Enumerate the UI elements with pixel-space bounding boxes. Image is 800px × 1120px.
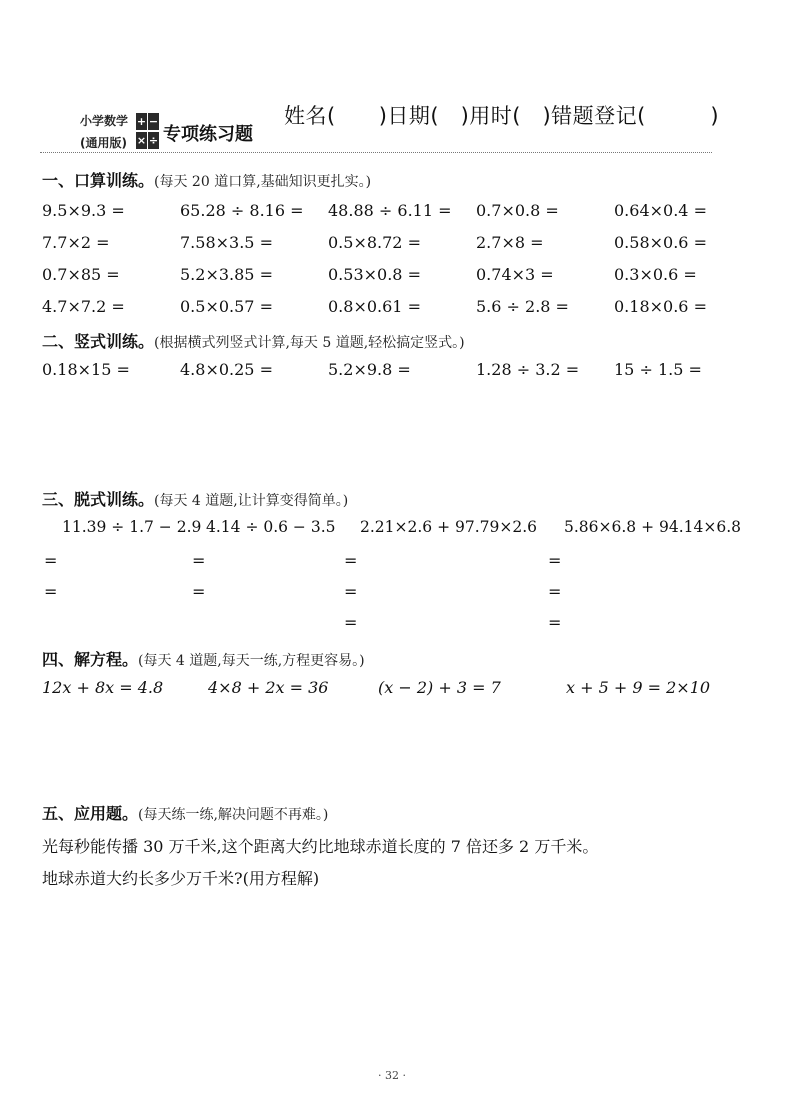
equals-sign: =	[344, 613, 358, 632]
plus-icon: +	[136, 115, 147, 128]
oral-item: 5.6 ÷ 2.8 =	[476, 297, 569, 316]
brand-line-2: (通用版)	[80, 136, 127, 150]
page-number: · 32 ·	[378, 1069, 406, 1082]
minus-icon: −	[148, 115, 159, 128]
equals-sign: =	[44, 551, 58, 570]
times-icon: ×	[136, 134, 147, 147]
header-divider	[40, 152, 712, 153]
oral-item: 48.88 ÷ 6.11 =	[328, 201, 452, 220]
equals-sign: =	[192, 582, 206, 601]
section-equation-heading	[42, 647, 365, 670]
oral-item: 0.5×8.72 =	[328, 233, 421, 252]
oral-item: 0.58×0.6 =	[614, 233, 707, 252]
student-info-line: 姓名( )日期( )用时( )错题登记( )	[284, 104, 720, 128]
vertical-item: 0.18×15 =	[42, 360, 130, 379]
word-problem-line-2: 地球赤道大约长多少万千米?(用方程解)	[42, 869, 320, 888]
equals-sign: =	[192, 551, 206, 570]
oral-item: 0.64×0.4 =	[614, 201, 707, 220]
oral-item: 65.28 ÷ 8.16 =	[180, 201, 304, 220]
vertical-item: 15 ÷ 1.5 =	[614, 360, 702, 379]
section-vertical-note: (根据横式列竖式计算,每天 5 道题,轻松搞定竖式。)	[154, 335, 465, 351]
section-equation-title: 四、解方程。	[42, 650, 139, 669]
section-oral-note: (每天 20 道口算,基础知识更扎实。)	[154, 174, 372, 190]
oral-item: 0.18×0.6 =	[614, 297, 707, 316]
oral-item: 9.5×9.3 =	[42, 201, 125, 220]
equation-item: (x − 2) + 3 = 7	[378, 678, 501, 697]
brand-line-1: 小学数学	[80, 114, 129, 128]
vertical-item: 1.28 ÷ 3.2 =	[476, 360, 580, 379]
equals-sign: =	[548, 613, 562, 632]
oral-item: 2.7×8 =	[476, 233, 544, 252]
step-item: 5.86×6.8 + 94.14×6.8	[564, 518, 742, 536]
equation-item: 4×8 + 2x = 36	[208, 678, 329, 697]
arithmetic-ops-icon	[136, 113, 160, 151]
section-vertical-title: 二、竖式训练。	[42, 332, 155, 351]
section-vertical-heading	[42, 329, 465, 352]
oral-item: 0.7×85 =	[42, 265, 120, 284]
brand-title: 专项练习题	[163, 124, 253, 145]
section-step-title: 三、脱式训练。	[42, 490, 155, 509]
word-problem-line-1: 光每秒能传播 30 万千米,这个距离大约比地球赤道长度的 7 倍还多 2 万千米。	[42, 837, 599, 856]
oral-item: 0.3×0.6 =	[614, 265, 697, 284]
equation-item: 12x + 8x = 4.8	[42, 678, 164, 697]
oral-item: 0.8×0.61 =	[328, 297, 421, 316]
equals-sign: =	[548, 551, 562, 570]
step-item: 4.14 ÷ 0.6 − 3.5	[206, 518, 336, 536]
section-word-note: (每天练一练,解决问题不再难。)	[138, 807, 329, 823]
oral-item: 0.5×0.57 =	[180, 297, 273, 316]
section-step-heading	[42, 487, 348, 510]
oral-item: 0.7×0.8 =	[476, 201, 559, 220]
section-oral-title: 一、口算训练。	[42, 171, 155, 190]
section-word-title: 五、应用题。	[42, 804, 139, 823]
step-item: 11.39 ÷ 1.7 − 2.9	[62, 518, 202, 536]
step-item: 2.21×2.6 + 97.79×2.6	[360, 518, 538, 536]
vertical-item: 5.2×9.8 =	[328, 360, 411, 379]
section-word-heading	[42, 801, 328, 824]
equals-sign: =	[44, 582, 58, 601]
section-oral-heading	[42, 168, 371, 191]
oral-item: 4.7×7.2 =	[42, 297, 125, 316]
equation-item: x + 5 + 9 = 2×10	[566, 678, 711, 697]
divide-icon: ÷	[148, 134, 159, 147]
equals-sign: =	[344, 551, 358, 570]
oral-item: 7.7×2 =	[42, 233, 110, 252]
section-equation-note: (每天 4 道题,每天一练,方程更容易。)	[138, 653, 365, 669]
oral-item: 0.74×3 =	[476, 265, 554, 284]
vertical-item: 4.8×0.25 =	[180, 360, 273, 379]
section-step-note: (每天 4 道题,让计算变得简单。)	[154, 493, 349, 509]
oral-item: 7.58×3.5 =	[180, 233, 273, 252]
oral-item: 0.53×0.8 =	[328, 265, 421, 284]
equals-sign: =	[548, 582, 562, 601]
oral-item: 5.2×3.85 =	[180, 265, 273, 284]
equals-sign: =	[344, 582, 358, 601]
